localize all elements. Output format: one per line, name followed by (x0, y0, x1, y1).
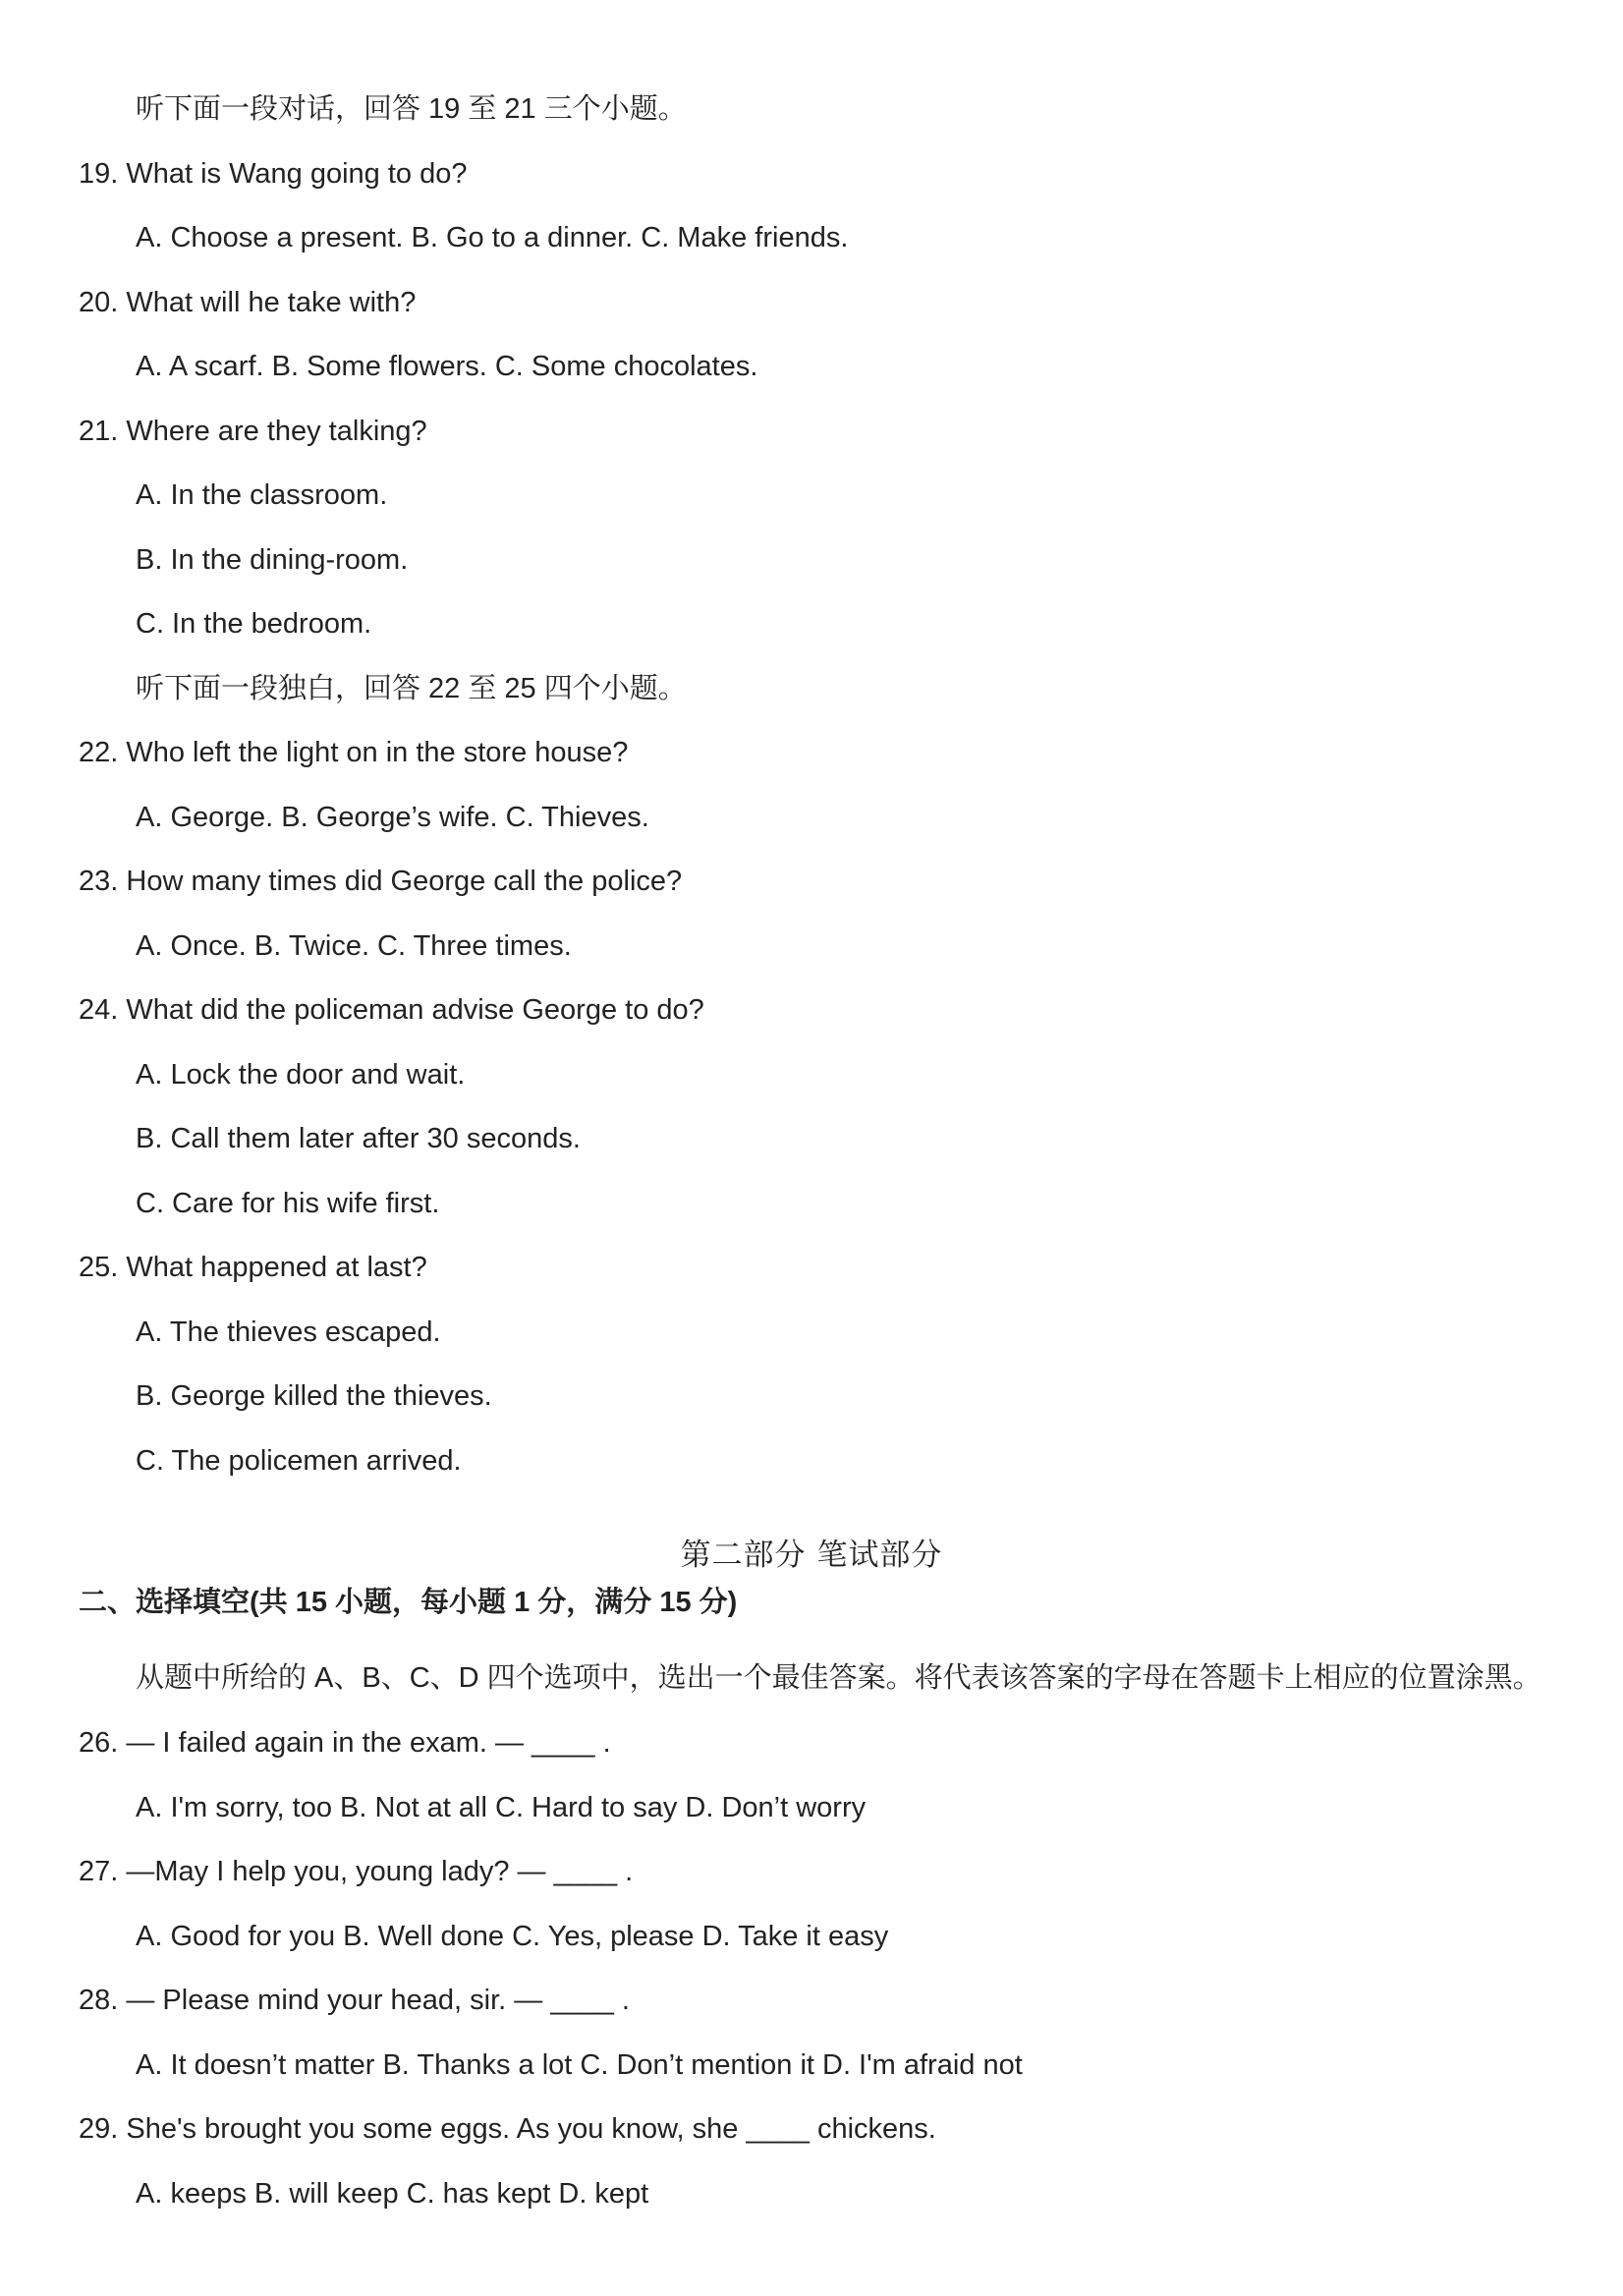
question-21-option-b: B. In the dining-room. (136, 544, 409, 576)
question-29: 29. She's brought you some eggs. As you know, she ____ chickens. (79, 2113, 936, 2145)
listening-instruction-1: 听下面一段对话，回答 19 至 21 三个小题。 (136, 93, 687, 125)
question-20: 20. What will he take with? (79, 287, 417, 318)
section-instruction: 从题中所给的 A、B、C、D 四个选项中，选出一个最佳答案。将代表该答案的字母在答题卡上相应的位置涂黑。 (136, 1662, 1541, 1694)
question-27: 27. —May I help you, young lady? — ____ . (79, 1856, 634, 1887)
question-23-options: A. Once. B. Twice. C. Three times. (136, 930, 572, 962)
question-28: 28. — Please mind your head, sir. — ____ . (79, 1985, 630, 2016)
section-title: 二、选择填空(共 15 小题，每小题 1 分，满分 15 分) (79, 1587, 738, 1618)
question-19-options: A. Choose a present. B. Go to a dinner. C. Make friends. (136, 222, 849, 253)
question-25-option-a: A. The thieves escaped. (136, 1316, 441, 1348)
question-24-option-a: A. Lock the door and wait. (136, 1059, 466, 1091)
part-title: 第二部分 笔试部分 (680, 1538, 943, 1573)
question-19: 19. What is Wang going to do? (79, 158, 468, 190)
question-21-option-c: C. In the bedroom. (136, 608, 372, 640)
question-26-options: A. I'm sorry, too B. Not at all C. Hard to say D. Don’t worry (136, 1792, 867, 1823)
question-23: 23. How many times did George call the police? (79, 866, 683, 897)
question-24-option-b: B. Call them later after 30 seconds. (136, 1123, 581, 1154)
question-21-option-a: A. In the classroom. (136, 479, 388, 511)
question-27-options: A. Good for you B. Well done C. Yes, please D. Take it easy (136, 1921, 889, 1952)
listening-instruction-2: 听下面一段独白，回答 22 至 25 四个小题。 (136, 673, 687, 704)
question-20-options: A. A scarf. B. Some flowers. C. Some chocolates. (136, 351, 758, 382)
question-21: 21. Where are they talking? (79, 416, 427, 447)
question-22-options: A. George. B. George’s wife. C. Thieves. (136, 802, 649, 833)
question-25-option-b: B. George killed the thieves. (136, 1380, 492, 1412)
question-25-option-c: C. The policemen arrived. (136, 1445, 462, 1477)
question-28-options: A. It doesn’t matter B. Thanks a lot C. Don’t mention it D. I'm afraid not (136, 2049, 1023, 2081)
question-24-option-c: C. Care for his wife first. (136, 1188, 440, 1219)
question-26: 26. — I failed again in the exam. — ____ . (79, 1727, 611, 1759)
question-29-options: A. keeps B. will keep C. has kept D. kept (136, 2178, 649, 2210)
question-24: 24. What did the policeman advise George to do? (79, 994, 704, 1026)
question-25: 25. What happened at last? (79, 1252, 427, 1283)
question-22: 22. Who left the light on in the store house? (79, 737, 629, 768)
